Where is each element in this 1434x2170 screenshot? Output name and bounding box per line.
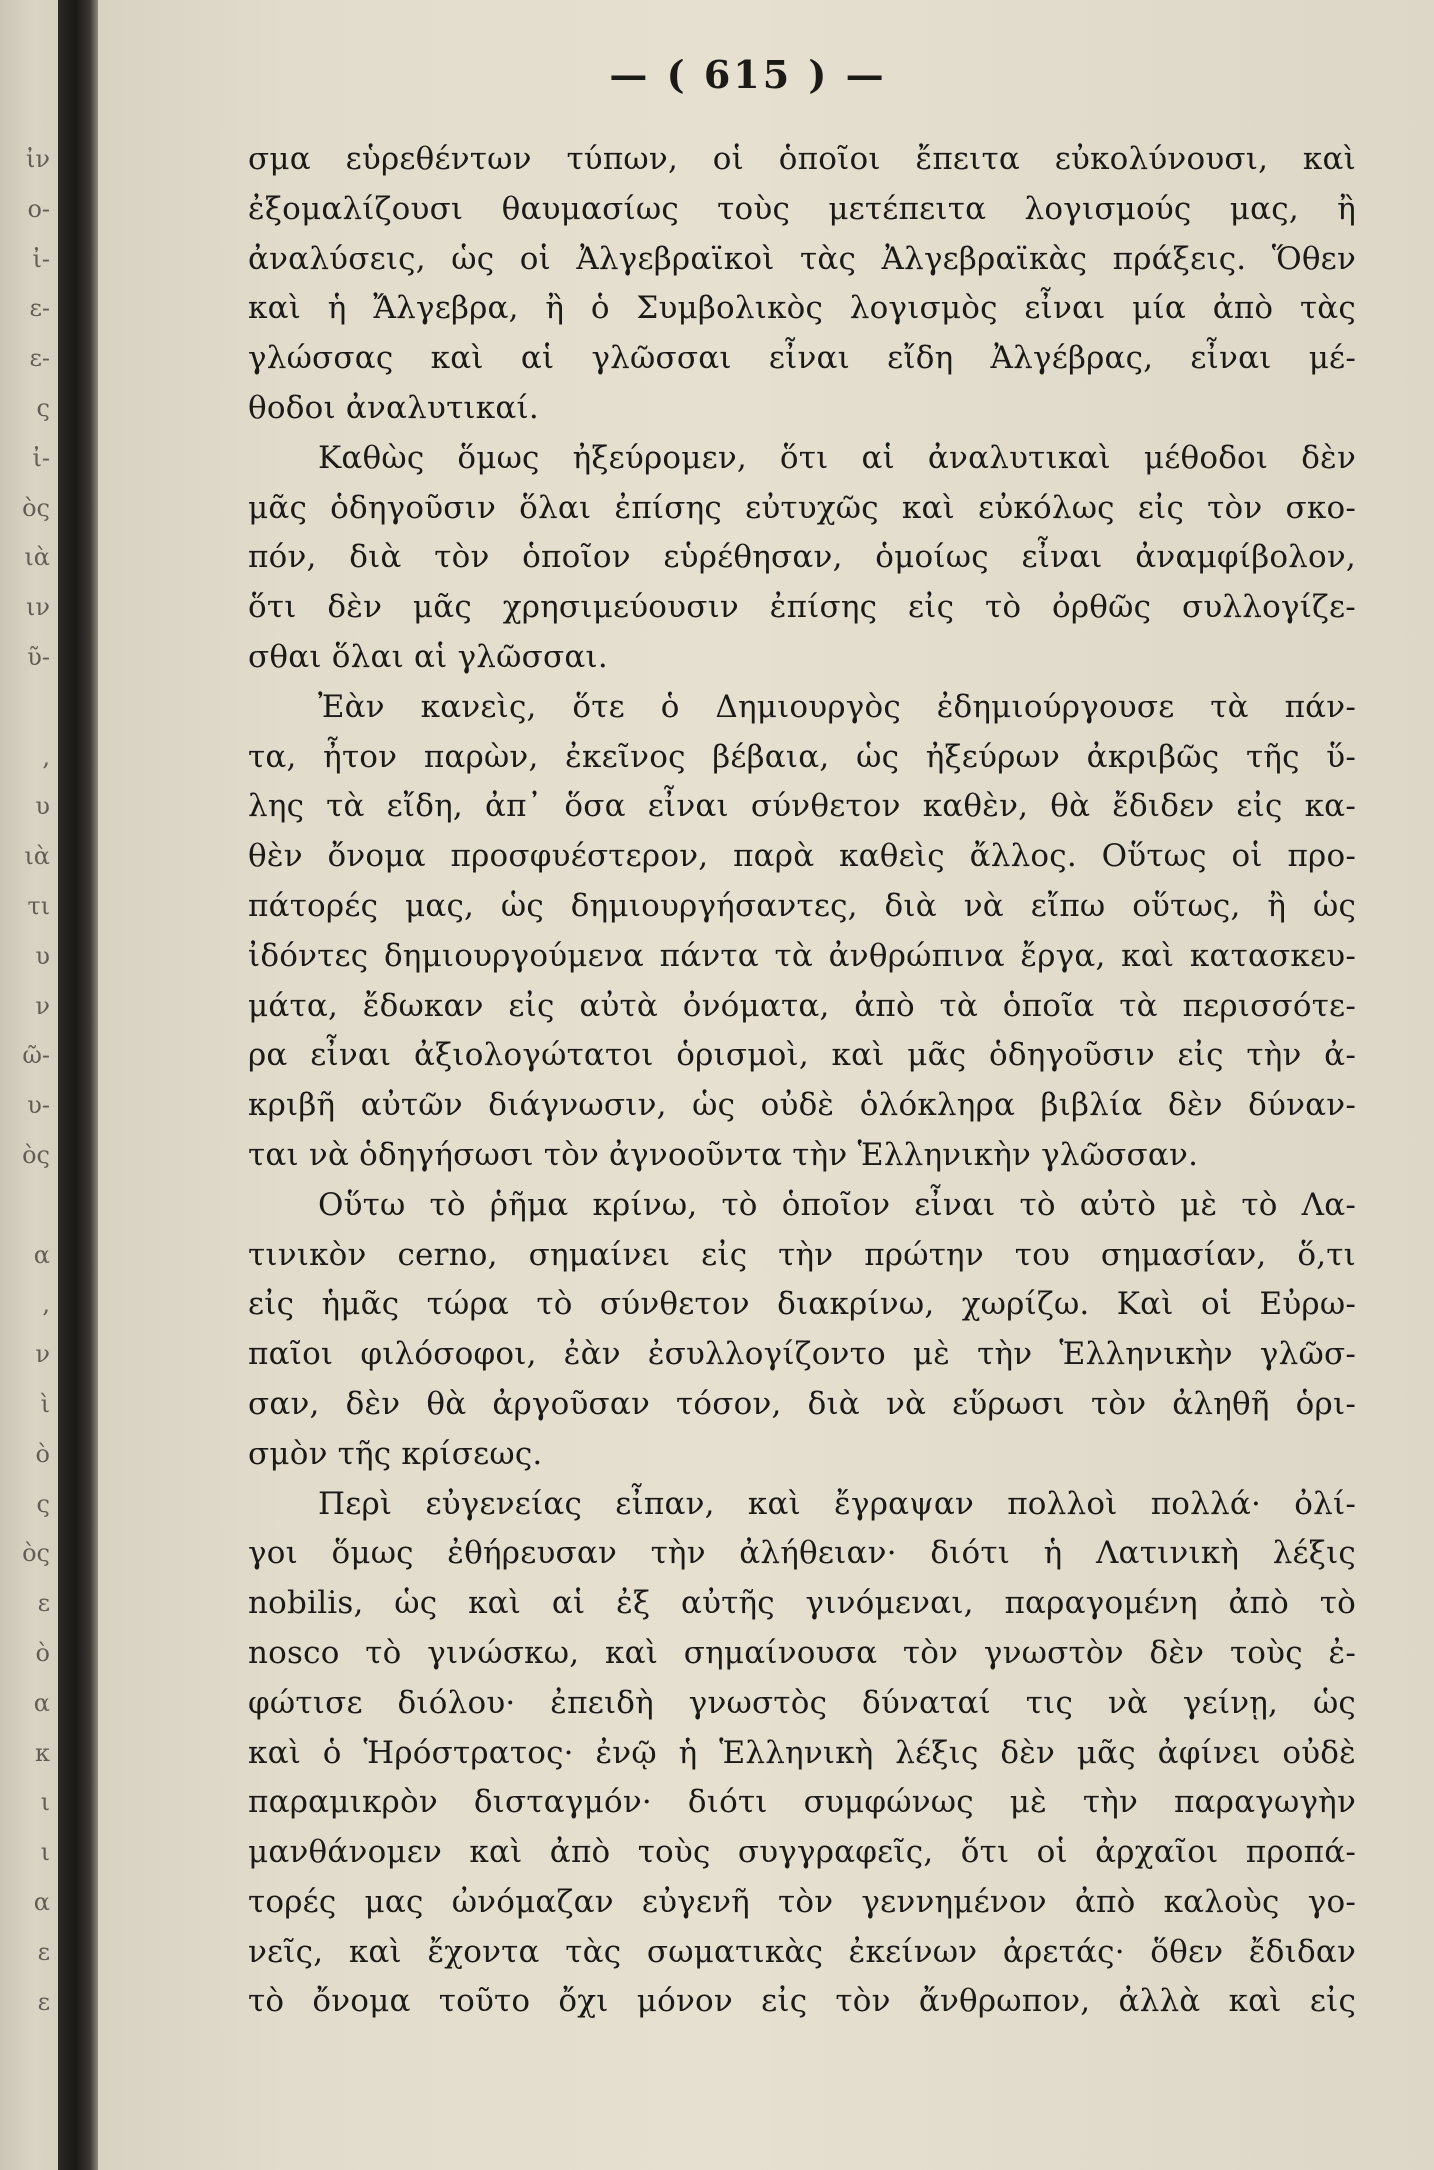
text-line: καὶ ὁ Ἡρόστρατος· ἐνῷ ἡ Ἑλληνικὴ λέξις δὲν μᾶς ἀφίνει οὐδὲ	[248, 1734, 1356, 1771]
facing-page-fragment: ε-	[29, 344, 50, 373]
facing-page-fragment: υ	[35, 792, 50, 821]
facing-page-margin	[0, 0, 58, 2170]
text-line: λης τὰ εἴδη, ἀπ᾽ ὅσα εἶναι σύνθετον καθὲν, θὰ ἔδιδεν εἰς κα-	[248, 788, 1356, 825]
text-line: παραμικρὸν δισταγμόν· διότι συμφώνως μὲ τὴν παραγωγὴν	[248, 1784, 1356, 1821]
text-line: φώτισε διόλου· ἐπειδὴ γνωστὸς δύναταί τις νὰ γείνῃ, ὡς	[248, 1684, 1356, 1721]
text-line: τα, ἦτον παρὼν, ἐκεῖνος βέβαια, ὡς ἠξεύρων ἀκριβῶς τῆς ὕ-	[248, 738, 1356, 775]
text-line: τινικὸν cerno, σημαίνει εἰς τὴν πρώτην του σημασίαν, ὅ,τι	[248, 1236, 1356, 1273]
facing-page-fragment: υ-	[27, 1091, 50, 1120]
facing-page-fragment: α	[33, 1888, 50, 1916]
facing-page-fragment: ιν	[26, 593, 50, 622]
facing-page-fragment: ιὰ	[24, 543, 50, 572]
facing-page-fragment: ,	[42, 742, 50, 771]
facing-page-fragment: ὸς	[22, 1539, 50, 1568]
text-line: εἰς ἡμᾶς τώρα τὸ σύνθετον διακρίνω, χωρίζω. Καὶ οἱ Εὐρω-	[248, 1286, 1356, 1323]
text-line: γλώσσας καὶ αἱ γλῶσσαι εἶναι εἴδη Ἀλγέβρας, εἶναι μέ-	[248, 340, 1356, 377]
facing-page-fragment: ς	[36, 1489, 50, 1518]
text-line: μάτα, ἔδωκαν εἰς αὐτὰ ὀνόματα, ἀπὸ τὰ ὁποῖα τὰ περισσότε-	[248, 987, 1356, 1024]
facing-page-fragment: ε-	[29, 294, 50, 323]
facing-page-fragment: ε	[37, 1937, 50, 1966]
facing-page-fragment: ν	[35, 1340, 50, 1369]
facing-page-fragment: ιὰ	[24, 842, 50, 871]
text-line: nobilis, ὡς καὶ αἱ ἐξ αὐτῆς γινόμεναι, παραγομένη ἀπὸ τὸ	[248, 1585, 1356, 1622]
facing-page-fragment: ,	[42, 1290, 50, 1319]
facing-page-fragment: ὸ	[35, 1639, 50, 1667]
facing-page-fragment: ὶ	[40, 1390, 50, 1418]
text-line: πάτορές μας, ὡς δημιουργήσαντες, διὰ νὰ εἴπω οὕτως, ἢ ὡς	[248, 887, 1356, 924]
text-line: σμὸν τῆς κρίσεως.	[248, 1435, 543, 1472]
facing-page-fragment: ε	[37, 1987, 50, 2016]
text-line: Καθὼς ὅμως ἠξεύρομεν, ὅτι αἱ ἀναλυτικαὶ μέθοδοι δὲν	[318, 439, 1356, 476]
text-line: ρα εἶναι ἀξιολογώτατοι ὁρισμοὶ, καὶ μᾶς ὁδηγοῦσιν εἰς τὴν ἀ-	[248, 1037, 1356, 1074]
facing-page-fragment: ι	[40, 1788, 50, 1817]
facing-page-fragment: υ	[35, 941, 50, 970]
facing-page-fragment: α	[33, 1688, 50, 1717]
facing-page-fragment: ς	[36, 394, 50, 422]
facing-page-fragment: ἰν	[26, 145, 50, 173]
text-line: ἀναλύσεις, ὡς οἱ Ἀλγεβραϊκοὶ τὰς Ἀλγεβραϊκὰς πράξεις. Ὅθεν	[248, 240, 1356, 277]
text-line: θοδοι ἀναλυτικαί.	[248, 389, 539, 426]
text-line: κριβῆ αὐτῶν διάγνωσιν, ὡς οὐδὲ ὁλόκληρα βιβλία δὲν δύναν-	[248, 1087, 1356, 1124]
text-line: nosco τὸ γινώσκω, καὶ σημαίνουσα τὸν γνωστὸν δὲν τοὺς ἐ-	[248, 1634, 1356, 1671]
facing-page-fragment: κ	[35, 1738, 50, 1767]
facing-page-fragment: ὸ	[35, 1439, 50, 1468]
text-line: θὲν ὄνομα προσφυέστερον, παρὰ καθεὶς ἄλλος. Οὕτως οἱ προ-	[248, 838, 1356, 875]
facing-page-fragment: ι	[40, 1838, 50, 1867]
facing-page-fragment: ο-	[27, 194, 50, 223]
facing-page-fragment: ῶ-	[22, 1041, 50, 1070]
facing-page-fragment: ἰ-	[32, 443, 50, 472]
text-line: Οὕτω τὸ ῥῆμα κρίνω, τὸ ὁποῖον εἶναι τὸ αὐτὸ μὲ τὸ Λα-	[318, 1186, 1356, 1223]
text-line: ται νὰ ὁδηγήσωσι τὸν ἀγνοοῦντα τὴν Ἑλληνικὴν γλῶσσαν.	[248, 1136, 1199, 1173]
book-gutter	[58, 0, 98, 2170]
text-line: σμα εὑρεθέντων τύπων, οἱ ὁποῖοι ἔπειτα εὐκολύνουσι, καὶ	[248, 141, 1356, 177]
text-line: Ἐὰν κανεὶς, ὅτε ὁ Δημιουργὸς ἐδημιούργουσε τὰ πάν-	[318, 688, 1356, 725]
page-area	[98, 0, 1434, 2170]
text-line: πόν, διὰ τὸν ὁποῖον εὑρέθησαν, ὁμοίως εἶναι ἀναμφίβολον,	[248, 539, 1356, 576]
text-line: σθαι ὅλαι αἱ γλῶσσαι.	[248, 638, 608, 675]
facing-page-fragment: ῦ-	[27, 643, 50, 671]
text-line: ὅτι δὲν μᾶς χρησιμεύουσιν ἐπίσης εἰς τὸ ὀρθῶς συλλογίζε-	[248, 589, 1356, 626]
text-line: γοι ὅμως ἐθήρευσαν τὴν ἀλήθειαν· διότι ἡ Λατινικὴ λέξις	[248, 1535, 1356, 1572]
facing-page-fragment: ἰ-	[32, 244, 50, 273]
facing-page-fragment: α	[33, 1240, 50, 1269]
text-line: καὶ ἡ Ἄλγεβρα, ἢ ὁ Συμβολικὸς λογισμὸς εἶναι μία ἀπὸ τὰς	[248, 290, 1356, 327]
text-line: μανθάνομεν καὶ ἀπὸ τοὺς συγγραφεῖς, ὅτι οἱ ἀρχαῖοι προπά-	[248, 1834, 1356, 1871]
text-line: τὸ ὄνομα τοῦτο ὄχι μόνον εἰς τὸν ἄνθρωπον, ἀλλὰ καὶ εἰς	[248, 1983, 1356, 2020]
text-line: ἰδόντες δημιουργούμενα πάντα τὰ ἀνθρώπινα ἔργα, καὶ κατασκευ-	[248, 937, 1356, 974]
facing-page-fragment: ὸς	[22, 493, 50, 522]
text-line: παῖοι φιλόσοφοι, ἐὰν ἐσυλλογίζοντο μὲ τὴν Ἑλληνικὴν γλῶσ-	[248, 1336, 1356, 1373]
facing-page-fragment: τι	[27, 892, 50, 920]
text-line: μᾶς ὁδηγοῦσιν ὅλαι ἐπίσης εὐτυχῶς καὶ εὐκόλως εἰς τὸν σκο-	[248, 489, 1356, 526]
facing-page-fragment: ὸς	[22, 1141, 50, 1169]
text-line: ἐξομαλίζουσι θαυμασίως τοὺς μετέπειτα λογισμούς μας, ἢ	[248, 190, 1356, 227]
text-line: νεῖς, καὶ ἔχοντα τὰς σωματικὰς ἐκείνων ἀρετάς· ὅθεν ἔδιδαν	[248, 1933, 1356, 1970]
page-number-header: — ( 615 ) —	[609, 52, 887, 97]
body-text	[248, 135, 1356, 2027]
text-line: σαν, δὲν θὰ ἀργοῦσαν τόσον, διὰ νὰ εὕρωσι τὸν ἀληθῆ ὁρι-	[248, 1385, 1356, 1422]
text-line: τορές μας ὠνόμαζαν εὐγενῆ τὸν γεννημένον ἀπὸ καλοὺς γο-	[248, 1883, 1356, 1920]
facing-page-fragment: ν	[35, 991, 50, 1020]
facing-page-fragment: ε	[37, 1589, 50, 1618]
text-line: Περὶ εὐγενείας εἶπαν, καὶ ἔγραψαν πολλοὶ πολλά· ὀλί-	[318, 1485, 1356, 1522]
